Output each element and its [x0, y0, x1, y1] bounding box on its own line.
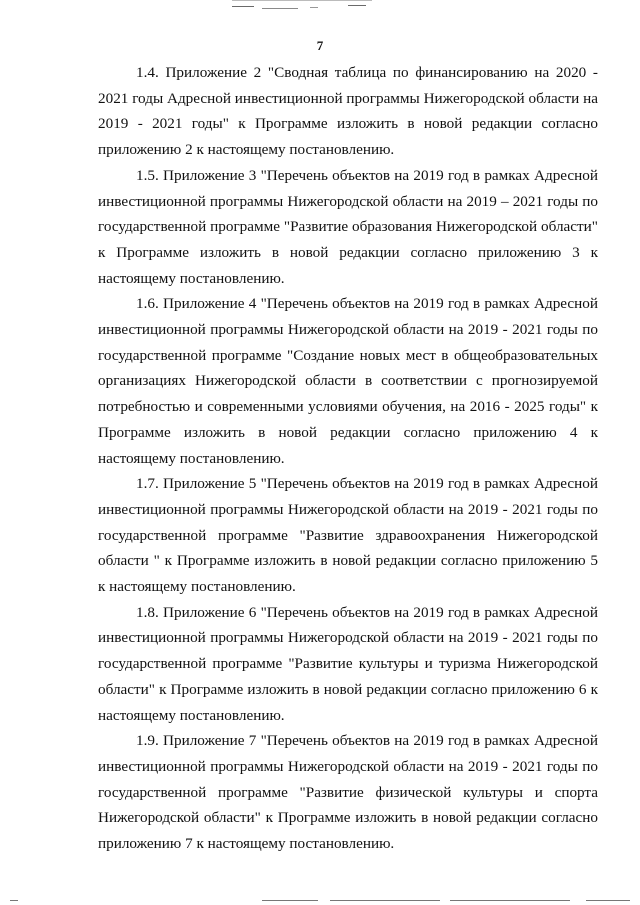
paragraph-1-8: 1.8. Приложение 6 "Перечень объектов на 2019 год в рамках Адресной инвестиционной программы Нижегородской области на 2019 - 2021 годы по государственной программе "Развитие культуры и туризма Нижегородской области" к Программе изложить в новой редакции согласно приложению 6 к настоящему постановлению. [98, 603, 598, 724]
page-number: 7 [316, 38, 324, 53]
scan-artifacts-top [0, 0, 640, 20]
scan-artifacts-bottom [0, 889, 640, 905]
document-body [98, 60, 598, 857]
paragraph-1-7: 1.7. Приложение 5 "Перечень объектов на 2019 год в рамках Адресной инвестиционной программы Нижегородской области на 2019 - 2021 годы по государственной программе "Развитие здравоохранения Нижегородской области " к Программе изложить в новой редакции согласно приложению 5 к настоящему постановлению. [98, 475, 598, 596]
paragraph-1-9: 1.9. Приложение 7 "Перечень объектов на 2019 год в рамках Адресной инвестиционной программы Нижегородской области на 2019 - 2021 годы по государственной программе "Развитие физической культуры и спорта Нижегородской области" к Программе изложить в новой редакции согласно приложению 7 к настоящему постановлению. [98, 732, 598, 853]
paragraph-1-5: 1.5. Приложение 3 "Перечень объектов на 2019 год в рамках Адресной инвестиционной программы Нижегородской области на 2019 – 2021 годы по государственной программе "Развитие образования Нижегородской области" к Программе изложить в новой редакции согласно приложению 3 к настоящему постановлению. [98, 166, 598, 287]
paragraph-1-6: 1.6. Приложение 4 "Перечень объектов на 2019 год в рамках Адресной инвестиционной программы Нижегородской области на 2019 - 2021 годы по государственной программе "Создание новых мест в общеобразовательных организациях Нижегородской области в соответствии с прогнозируемой потребностью и современными условиями обучения, на 2016 - 2025 годы" к Программе изложить в новой редакции согласно приложению 4 к настоящему постановлению. [98, 295, 598, 467]
paragraph-1-4: 1.4. Приложение 2 "Сводная таблица по финансированию на 2020 - 2021 годы Адресной инвестиционной программы Нижегородской области на 2019 - 2021 годы" к Программе изложить в новой редакции согласно приложению 2 к настоящему постановлению. [98, 64, 598, 159]
